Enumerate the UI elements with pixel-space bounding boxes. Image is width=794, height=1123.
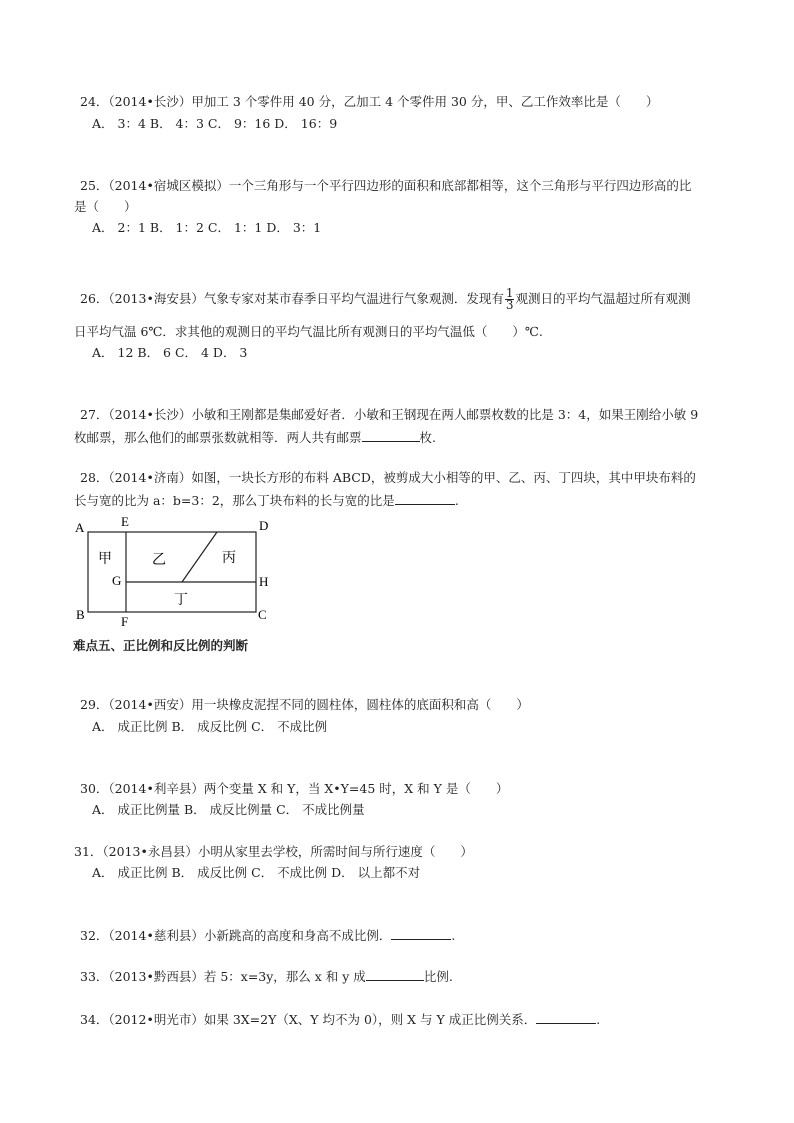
q27-stem-line1: 27．（2014•长沙）小敏和王刚都是集邮爱好者．小敏和王钢现在两人邮票枚数的比是 3：4，如果王刚给小敏 9 (80, 407, 699, 422)
q25-stem-line2: 是（ ） (74, 199, 137, 214)
q25-options: A． 2：1 B． 1：2 C． 1：1 D． 3：1 (92, 220, 322, 235)
q26-stem-line2: 日平均气温 6℃．求其他的观测日的平均气温比所有观测日的平均气温低（ ）℃. (74, 324, 543, 339)
q24-stem: 24．（2014•长沙）甲加工 3 个零件用 40 分，乙加工 4 个零件用 30 分，甲、乙工作效率比是（ ） (80, 94, 659, 109)
q25-stem-line1: 25．（2014•宿城区模拟）一个三角形与一个平行四边形的面积和底部都相等，这个三角形与平行四边形高的比 (80, 178, 692, 193)
label-h: H (259, 574, 269, 589)
q27-answer-blank[interactable] (362, 429, 420, 442)
label-jia: 甲 (98, 552, 112, 567)
q27-stem-line2-a: 枚邮票，那么他们的邮票张数就相等．两人共有邮票 (74, 430, 362, 445)
q27-stem-line2 (74, 429, 436, 446)
q26-fraction-denominator: 3 (505, 298, 514, 312)
q31-stem: 31．（2013•永昌县）小明从家里去学校，所需时间与所行速度（ ） (74, 844, 473, 859)
q33-stem-b: 比例. (423, 969, 453, 984)
label-f: F (121, 614, 129, 628)
label-e: E (121, 514, 129, 529)
q28-stem-line2-b: . (454, 493, 459, 508)
q34-stem-b: . (596, 1012, 601, 1027)
q27-stem-line2-b: 枚. (419, 430, 436, 445)
q26-options: A． 12 B． 6 C． 4 D． 3 (92, 345, 248, 360)
label-g: G (112, 573, 122, 588)
q32-answer-blank[interactable] (391, 927, 451, 940)
q28-answer-blank[interactable] (395, 492, 455, 505)
label-c: C (258, 607, 267, 622)
q26-stem-part1: 26．（2013•海安县）气象专家对某市春季日平均气温进行气象观测．发现有 (80, 291, 504, 306)
q26-fraction-numerator: 1 (505, 286, 514, 300)
q26-fraction (505, 288, 515, 311)
q33-stem-a: 33．（2013•黔西县）若 5：x=3y，那么 x 和 y 成 (80, 969, 366, 984)
q28-stem-line1: 28．（2014•济南）如图，一块长方形的布料 ABCD，被剪成大小相等的甲、乙、丙、丁四块，其中甲块布料的 (80, 470, 696, 485)
label-b: B (76, 607, 85, 622)
diagonal-cut (182, 532, 217, 582)
label-bing: 丙 (222, 551, 236, 566)
q34-stem-a: 34．（2012•明光市）如果 3X=2Y（X、Y 均不为 0），则 X 与 Y 成正比例关系． (80, 1012, 537, 1027)
q28-stem-line2 (74, 492, 459, 509)
q31-options: A． 成正比例 B． 成反比例 C． 不成比例 D． 以上都不对 (92, 865, 421, 880)
q32-stem-a: 32．（2014•慈利县）小新跳高的高度和身高不成比例． (80, 928, 392, 943)
label-a: A (75, 520, 85, 535)
fabric-figure (70, 512, 280, 628)
q33-stem (80, 968, 453, 985)
q26-stem-part2: 观测日的平均气温超过所有观测 (515, 291, 691, 306)
q28-stem-line2-a: 长与宽的比为 a：b=3：2，那么丁块布料的长与宽的比是 (74, 493, 395, 508)
q34-answer-blank[interactable] (536, 1011, 596, 1024)
q29-options: A． 成正比例 B． 成反比例 C． 不成比例 (92, 719, 328, 734)
section-5-heading: 难点五、正比例和反比例的判断 (73, 638, 249, 653)
q29-stem: 29．（2014•西安）用一块橡皮泥捏不同的圆柱体，圆柱体的底面积和高（ ） (80, 697, 529, 712)
label-ding: 丁 (174, 593, 188, 608)
q34-stem (80, 1011, 600, 1028)
q32-stem-b: . (451, 928, 456, 943)
q30-stem: 30．（2014•利辛县）两个变量 X 和 Y，当 X•Y=45 时，X 和 Y 是（ ） (80, 781, 509, 796)
label-yi: 乙 (152, 553, 166, 568)
outer-rectangle (88, 532, 256, 612)
q24-options: A． 3：4 B． 4：3 C． 9：16 D． 16：9 (92, 116, 338, 131)
q26-stem-line1 (80, 286, 691, 312)
label-d: D (259, 518, 269, 533)
q33-answer-blank[interactable] (366, 968, 424, 981)
q32-stem (80, 927, 455, 944)
q30-options: A． 成正比例量 B． 成反比例量 C． 不成比例量 (92, 802, 365, 817)
